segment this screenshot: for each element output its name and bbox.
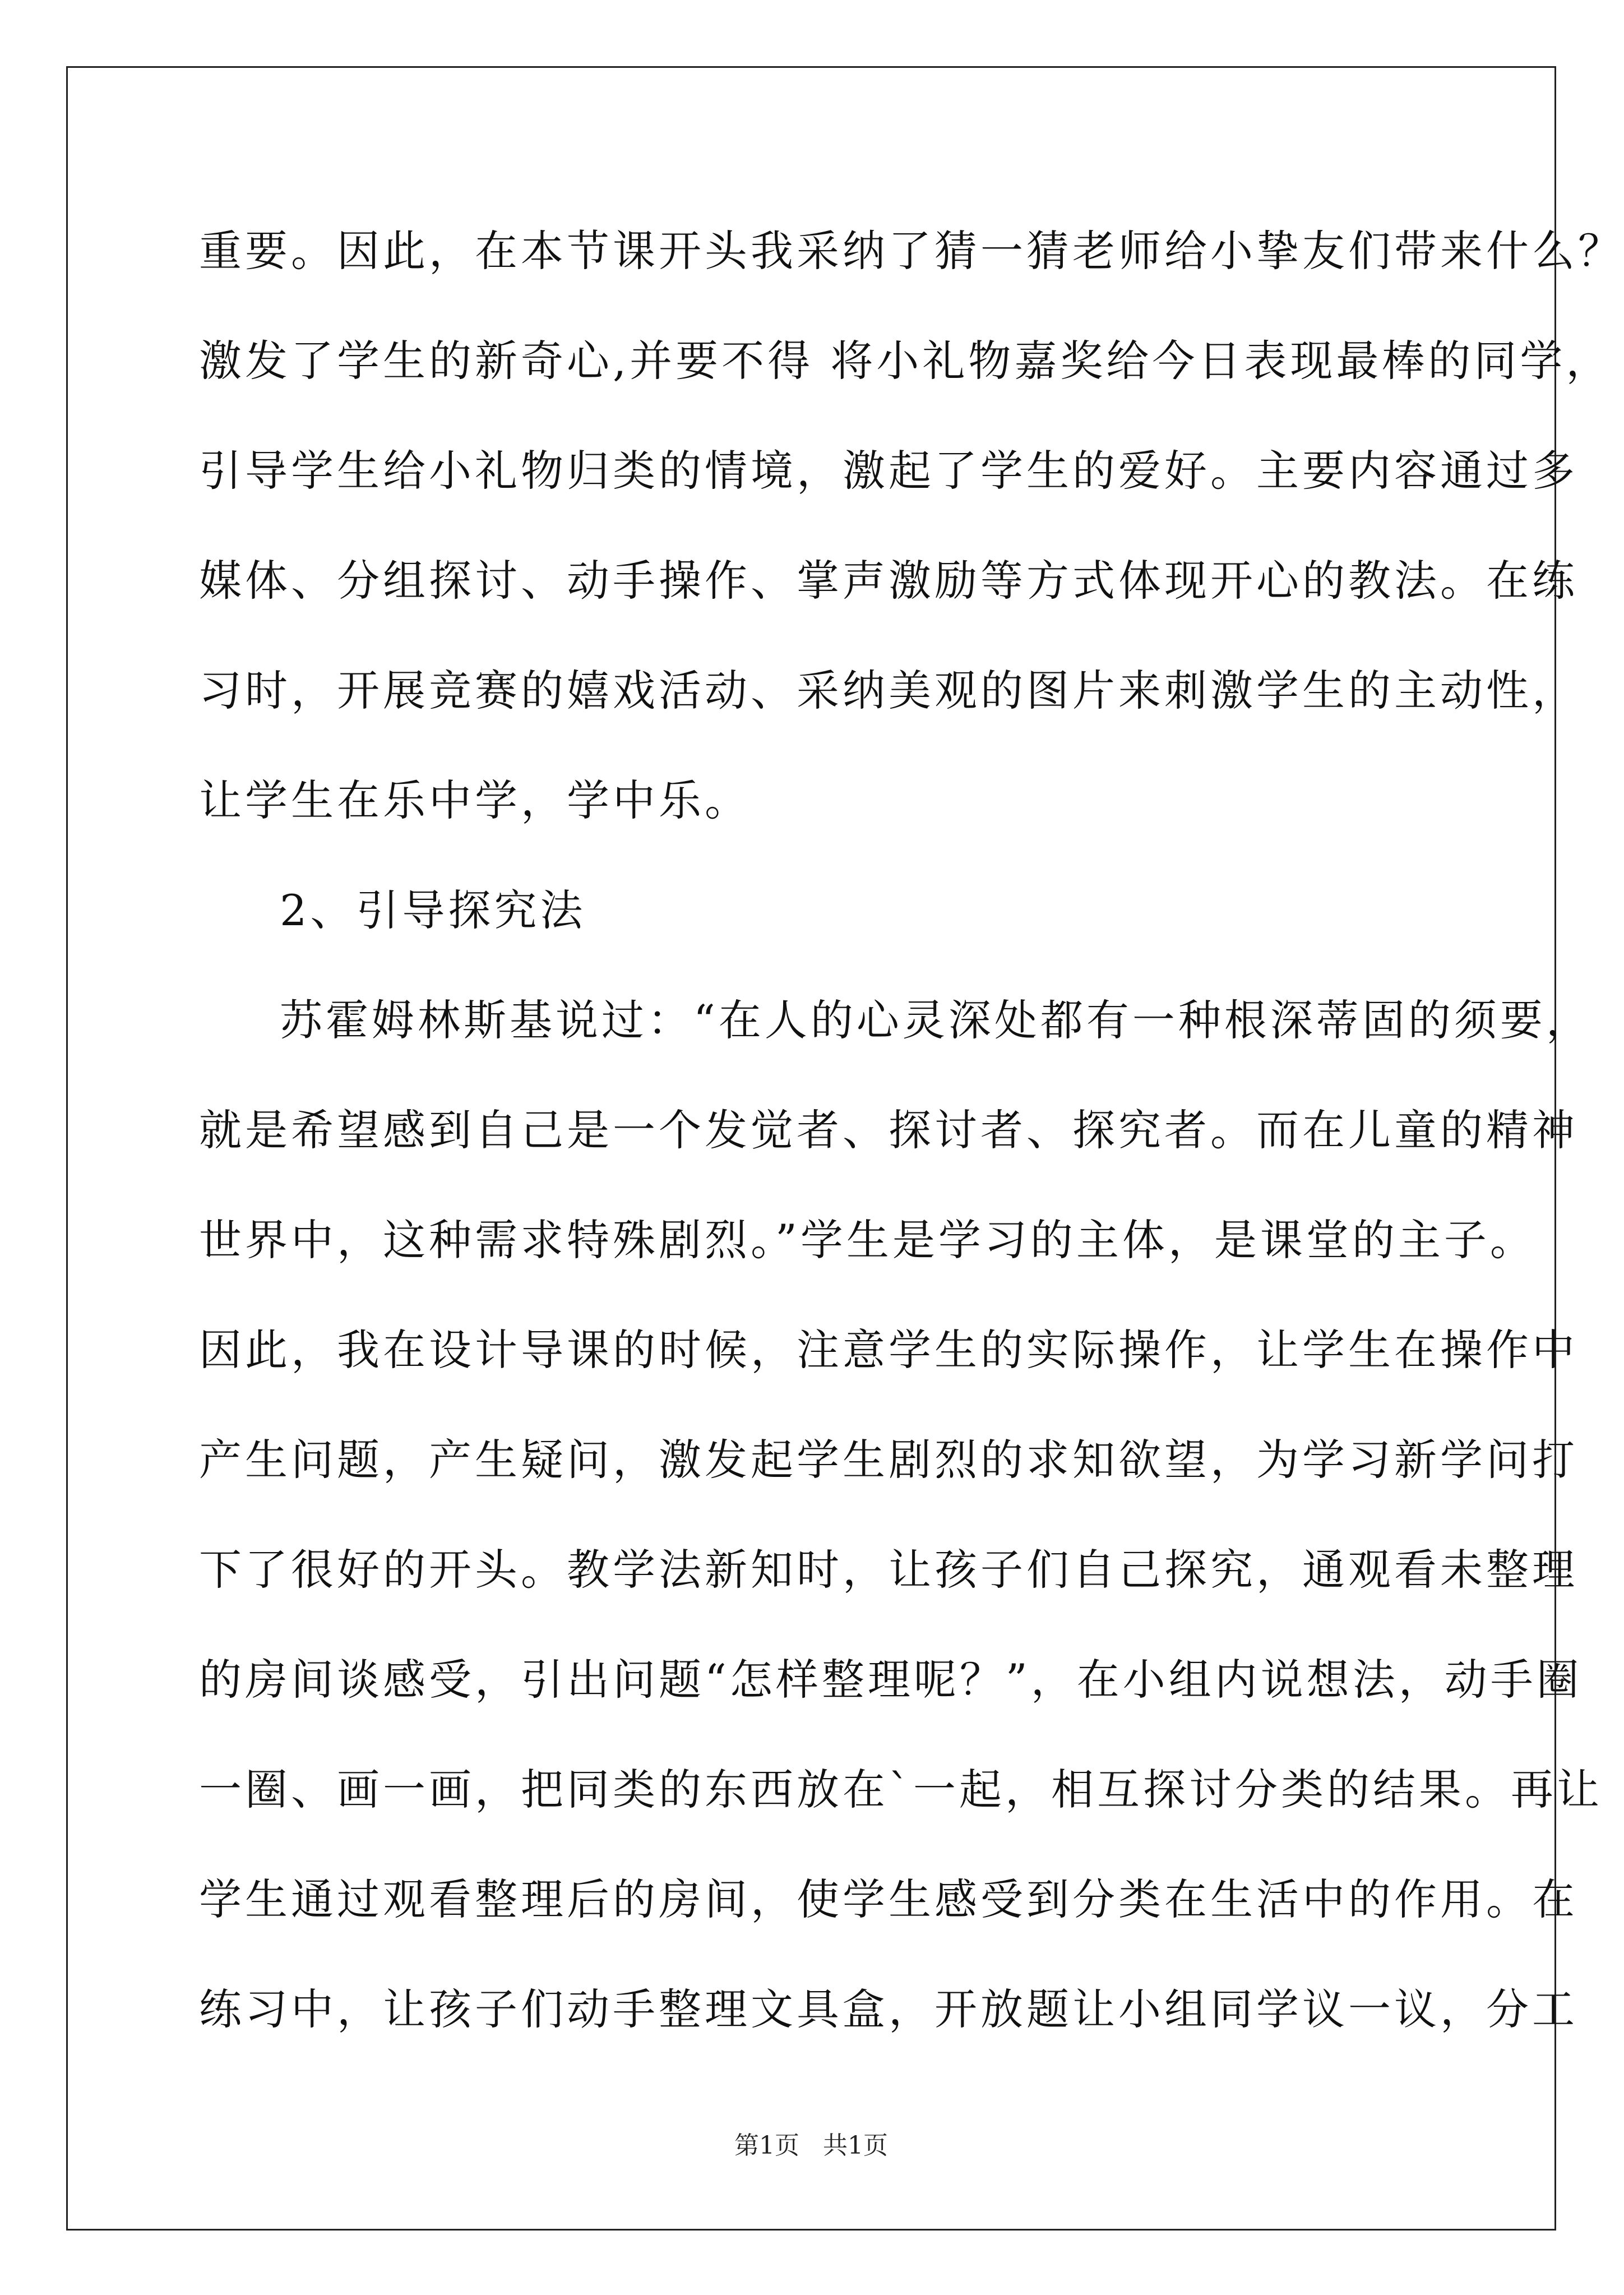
document-body (199, 196, 1624, 2065)
text-line: 产生问题，产生疑问，激发起学生剧烈的求知欲望，为学习新学问打 (199, 1435, 1578, 1485)
page-footer: 第1页 共1页 (734, 2131, 888, 2160)
text-line: 世界中，这种需求特殊剧烈。”学生是学习的主体，是课堂的主子。 (199, 1215, 1536, 1265)
text-line: 重要。因此，在本节课开头我采纳了猜一猜老师给小挚友们带来什么？ (199, 226, 1624, 276)
text-line: 就是希望感到自己是一个发觉者、探讨者、探究者。而在儿童的精神 (199, 1105, 1578, 1155)
text-line: 媒体、分组探讨、动手操作、掌声激励等方式体现开心的教法。在练 (199, 556, 1578, 606)
text-line: 练习中，让孩子们动手整理文具盒，开放题让小组同学议一议，分工 (199, 1984, 1578, 2034)
text-line: 习时，开展竞赛的嬉戏活动、采纳美观的图片来刺激学生的主动性， (199, 666, 1578, 715)
text-line: 因此，我在设计导课的时候，注意学生的实际操作，让学生在操作中 (199, 1325, 1578, 1375)
text-line: 一圈、画一画，把同类的东西放在`一起，相互探讨分类的结果。再让 (199, 1765, 1603, 1814)
section-heading: 2、引导探究法 (280, 885, 586, 935)
text-line: 的房间谈感受，引出问题“怎样整理呢？”，在小组内说想法，动手圈 (199, 1655, 1583, 1705)
text-line: 学生通过观看整理后的房间，使学生感受到分类在生活中的作用。在 (199, 1874, 1578, 1924)
text-line: 下了很好的开头。教学法新知时，让孩子们自己探究，通观看未整理 (199, 1545, 1578, 1595)
text-line: 引导学生给小礼物归类的情境，激起了学生的爱好。主要内容通过多 (199, 446, 1578, 496)
text-line: 激发了学生的新奇心,并要不得 将小礼物嘉奖给今日表现最棒的同学， (199, 336, 1612, 386)
text-line: 让学生在乐中学，学中乐。 (199, 775, 751, 825)
text-line: 苏霍姆林斯基说过：“在人的心灵深处都有一种根深蒂固的须要， (280, 995, 1592, 1045)
